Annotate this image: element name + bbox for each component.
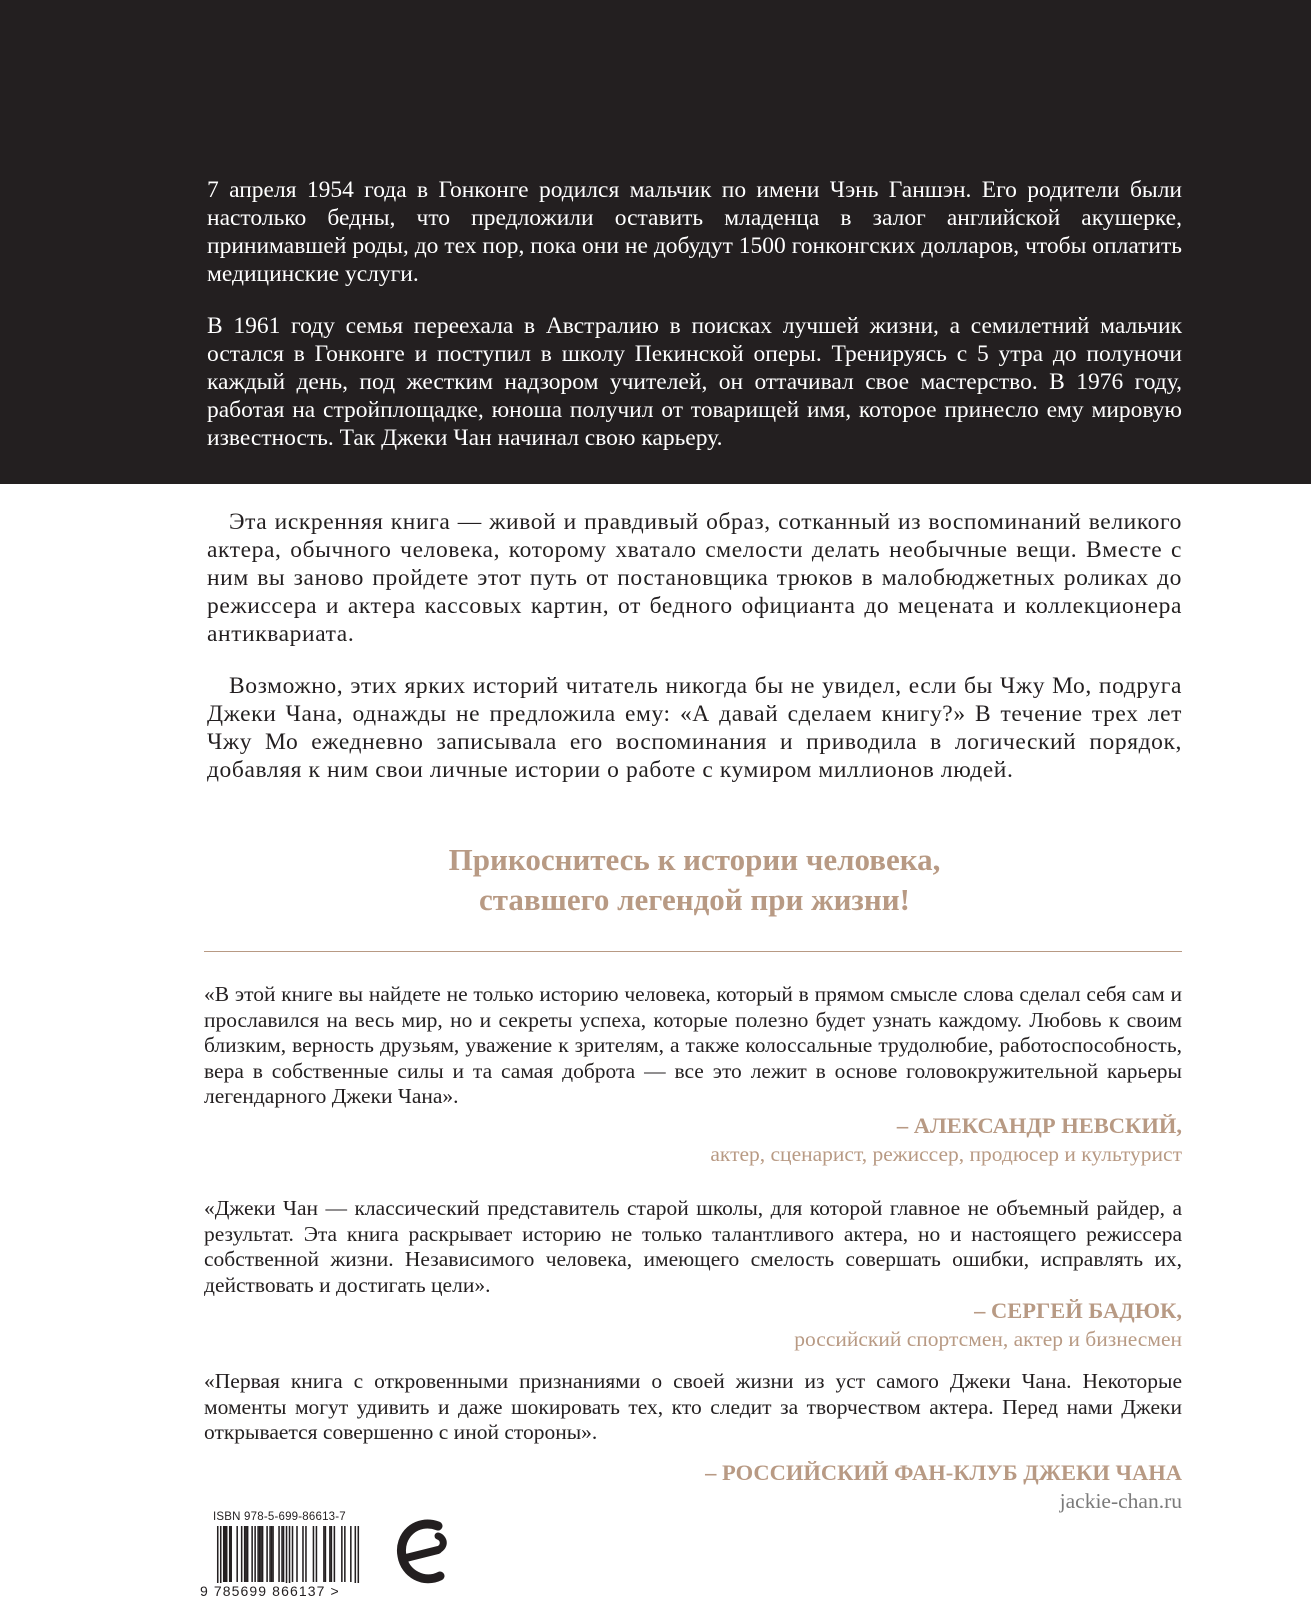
barcode-bar (331, 1526, 333, 1582)
barcode-bar (286, 1526, 288, 1586)
intro-paragraph-1: 7 апреля 1954 года в Гонконге родился мальчик по имени Чэнь Ганшэн. Его родители были настолько бедны, что предложили оставить младенца в залог английской акушерке, принимавшей роды, до тех пор, пока они не добудут 1500 гонконгских долларов, чтобы оплатить медицинские услуги. (207, 177, 1182, 287)
barcode-bar (229, 1526, 231, 1582)
review-author-3: – РОССИЙСКИЙ ФАН-КЛУБ ДЖЕКИ ЧАНА (705, 1460, 1182, 1485)
review-quote-2: «Джеки Чан — классический представитель старой школы, для которой главное не объемный райдер, а результат. Эта книга раскрывает историю не только талантливого актера, но и настоящего режиссера собственной жизни. Независимого человека, имеющего смелость совершать ошибки, исправлять их, действовать и достигать цели». (204, 1196, 1182, 1297)
barcode-bar (260, 1526, 262, 1582)
barcode-bar (236, 1526, 238, 1582)
barcode-bar (313, 1526, 315, 1582)
tagline-headline (207, 840, 1182, 920)
barcode-bar (289, 1526, 291, 1586)
review-attribution-1 (710, 1112, 1182, 1168)
barcode-bar (325, 1526, 327, 1582)
review-author-role-2: российский спортсмен, актер и бизнесмен (794, 1327, 1182, 1351)
barcode-bar (350, 1526, 352, 1582)
barcode-bar (266, 1526, 268, 1582)
barcode-bar (281, 1526, 283, 1582)
barcode-bar (226, 1526, 228, 1582)
review-quote-1: «В этой книге вы найдете не только историю человека, который в прямом смысле слова сделал себя сам и прославился на весь мир, но и секреты успеха, которые полезно будет узнать каждому. Любовь к своим близким, верность друзьям, уважение к зрителям, а также колоссальные трудолюбие, работоспособность, вера в собственные силы и та самая доброта — все это лежит в основе головокружительной карьеры легендарного Джеки Чана». (204, 982, 1182, 1108)
barcode-bar (278, 1526, 280, 1582)
barcode-bar (245, 1526, 247, 1582)
barcode-bar (251, 1526, 253, 1582)
review-author-2: – СЕРГЕЙ БАДЮК, (974, 1298, 1182, 1323)
barcode-bar (269, 1526, 271, 1582)
review-attribution-3 (705, 1459, 1182, 1515)
barcode-bar (296, 1526, 298, 1582)
intro-paragraph-2: В 1961 году семья переехала в Австралию в поисках лучшей жизни, а семилетний мальчик остался в Гонконге и поступил в школу Пекинской оперы. Тренируясь с 5 утра до полуночи каждый день, под жестким надзором учителей, он оттачивал свое мастерство. В 1976 году, работая на стройплощадке, юноша получил от товарищей имя, которое принесло ему мировую известность. Так Джеки Чан начинал свою карьеру. (207, 313, 1182, 451)
barcode-bar (334, 1526, 336, 1582)
barcode-bar (358, 1526, 360, 1586)
barcode (208, 1526, 368, 1586)
barcode-bar (302, 1526, 304, 1582)
barcode-bar (292, 1526, 294, 1582)
barcode-digits: 9 785699 866137 > (200, 1583, 376, 1600)
tagline-line-1: Прикоснитесь к истории человека, (448, 842, 941, 877)
review-attribution-2 (794, 1297, 1182, 1353)
barcode-bar (259, 1526, 261, 1582)
barcode-bar (217, 1526, 219, 1586)
isbn-label: ISBN 978-5-699-86613-7 (213, 1511, 346, 1523)
tagline-line-2: ставшего легендой при жизни! (479, 882, 910, 917)
review-quote-3: «Первая книга с откровенными признаниями о своей жизни из уст самого Джеки Чана. Некоторые моменты могут удивить и даже шокировать тех, кто следит за творчеством актера. Перед нами Джеки открывается совершенно с иной стороны». (204, 1369, 1182, 1444)
barcode-bar (329, 1526, 331, 1582)
barcode-bar (355, 1526, 357, 1586)
review-author-role-1: актер, сценарист, режиссер, продюсер и культурист (710, 1142, 1182, 1166)
divider-line (204, 951, 1182, 952)
barcode-bar (241, 1526, 243, 1582)
barcode-bar (247, 1526, 249, 1582)
barcode-bar (223, 1526, 225, 1582)
description-paragraph-1: Эта искренняя книга — живой и правдивый образ, сотканный из воспоминаний великого актера, обычного человека, которому хватало смелости делать необычные вещи. Вместе с ним вы заново пройдете этот путь от постановщика трюков в малобюджетных роликах до режиссера и актера кассовых картин, от бедного официанта до мецената и коллекционера антиквариата. (207, 509, 1182, 647)
barcode-bar (224, 1526, 226, 1582)
review-author-1: – АЛЕКСАНДР НЕВСКИЙ, (896, 1113, 1182, 1138)
barcode-bar (254, 1526, 256, 1582)
barcode-bar (272, 1526, 274, 1582)
description-paragraph-2: Возможно, этих ярких историй читатель никогда бы не увидел, если бы Чжу Мо, подруга Джеки Чана, однажды не предложила ему: «А давай сделаем книгу?» В течение трех лет Чжу Мо ежедневно записывала его воспоминания и приводила в логический порядок, добавляя к ним свои личные истории о работе с кумиром миллионов людей. (207, 673, 1182, 783)
barcode-bar (305, 1526, 307, 1582)
barcode-bar (244, 1526, 246, 1582)
barcode-bar (262, 1526, 264, 1582)
barcode-bar (257, 1526, 259, 1582)
barcode-bar (271, 1526, 273, 1582)
fan-club-website: jackie-chan.ru (1059, 1489, 1182, 1513)
barcode-bar (323, 1526, 325, 1582)
barcode-bar (344, 1526, 346, 1582)
publisher-logo-icon (394, 1512, 450, 1594)
barcode-bar (316, 1526, 318, 1582)
barcode-bar (283, 1526, 285, 1582)
barcode-bar (341, 1526, 343, 1582)
barcode-bar (220, 1526, 222, 1586)
barcode-bar (230, 1526, 232, 1582)
